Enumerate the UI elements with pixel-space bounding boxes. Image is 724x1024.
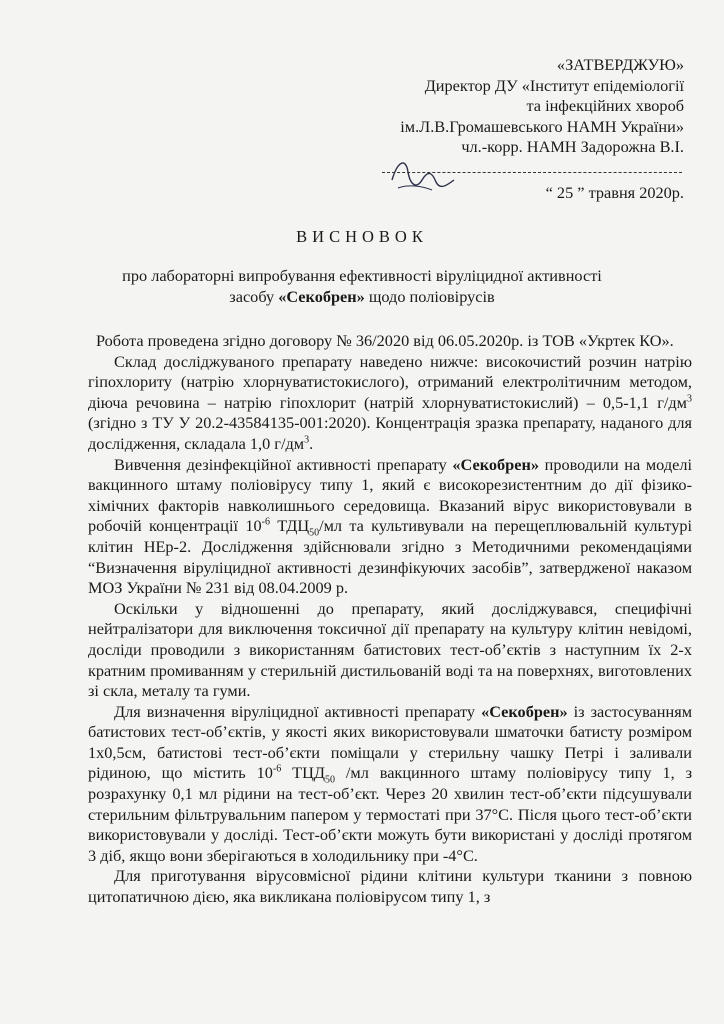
paragraph-contract: Робота проведена згідно договору № 36/2020 від 06.05.2020р. із ТОВ «Укртек КО».: [96, 331, 674, 350]
approval-date: “ 25 ” травня 2020р.: [545, 183, 684, 202]
subtitle-line-2: засобу «Секобрен» щодо поліовірусів: [229, 287, 495, 306]
approval-heading: «ЗАТВЕРДЖУЮ»: [556, 55, 684, 74]
product-name: «Секобрен»: [452, 454, 539, 474]
subtitle-line-1: про лабораторні випробування ефективності віруліцидної активності: [122, 266, 602, 285]
approval-signatory: чл.-корр. НАМН Задорожна В.І.: [461, 137, 684, 156]
product-name: «Секобрен»: [481, 701, 568, 721]
document-body: [88, 331, 692, 908]
approval-institute: та інфекційних хвороб: [526, 96, 684, 115]
paragraph-test-objects: Для визначення віруліцидної активності препарату «Секобрен» із застосуванням батистових тест-об’єктів, у якості яких використовували шматочки батисту розміром 1х0,5см, батистові тест-об’єкти поміщали у стерильну чашку Петрі і заливали рідиною, що містить $10^{-6}$ $ТЦД_{50}$ /мл вакцинного штаму поліовірусу типу 1, з розрахунку 0,1 мл рідини на тест-об’єкт. Через 20 хвилин тест-об’єкти підсушували стерильним фільтрувальним папером у термостаті при 37°С. Після цього тест-об’єкти використовували у досліді. Тест-об’єкти можуть бути використані у досліді протягом 3 діб, якщо вони зберігаються в холодильнику при -4°С.: [88, 701, 693, 865]
document-title: ВИСНОВОК: [296, 227, 428, 246]
approval-institute-name: ім.Л.В.Громашевського НАМН України»: [400, 116, 684, 136]
product-name: «Секобрен»: [278, 287, 365, 306]
signature-line: [382, 172, 682, 173]
paragraph-composition: Склад досліджуваного препарату наведено нижче: високочистий розчин натрію гіпохлориту (натрію хлорнуватистокислого), отриманий електролітичним методом, діюча речовина – натрію гіпохлорит (натрій хлорнуватистокислий) – 0,5-1,1 $г/дм^3$ (згідно з ТУ У 20.2-43584135-001:2020). Концентрація зразка препарату, наданого для дослідження, складала 1,0 $г/дм^3$.: [88, 351, 692, 453]
document-subtitle: [0, 265, 724, 307]
approval-block: [400, 55, 684, 158]
paragraph-neutralizers: Оскільки у відношенні до препарату, який досліджувався, специфічні нейтралізатори для виключення токсичної дії препарату на культуру клітин невідомі, досліди проводили з використанням батистових тест-об’єктів з наступним їх 2-х кратним промиванням у стерильній дистильованій воді та на поверхнях, виготовлених зі скла, металу та гуми.: [88, 598, 692, 701]
approval-director: Директор ДУ «Інститут епідеміології: [424, 75, 684, 95]
paragraph-preparation: Для приготування вірусовмісної рідини клітини культури тканини з повною цитопатичною дією, яка викликана поліовірусом типу 1, з: [88, 866, 692, 907]
handwritten-signature: [388, 150, 458, 200]
paragraph-method: Вивчення дезінфекційної активності препарату «Секобрен» проводили на моделі вакцинного штаму поліовірусу типу 1, який є високорезистентним до дії фізико-хімічних факторів навколишнього середовища. Вказаний вірус використовували в робочій концентрації $10^{-6}$ $ТДЦ_{50}/мл$ та культивували на перещеплювальній культурі клітин НЕр-2. Дослідження здійснювали згідно з Методичними рекомендаціями “Визначення віруліцидної активності дезинфікуючих засобів”, затвердженої наказом МОЗ України № 231 від 08.04.2009 р.: [88, 454, 692, 598]
